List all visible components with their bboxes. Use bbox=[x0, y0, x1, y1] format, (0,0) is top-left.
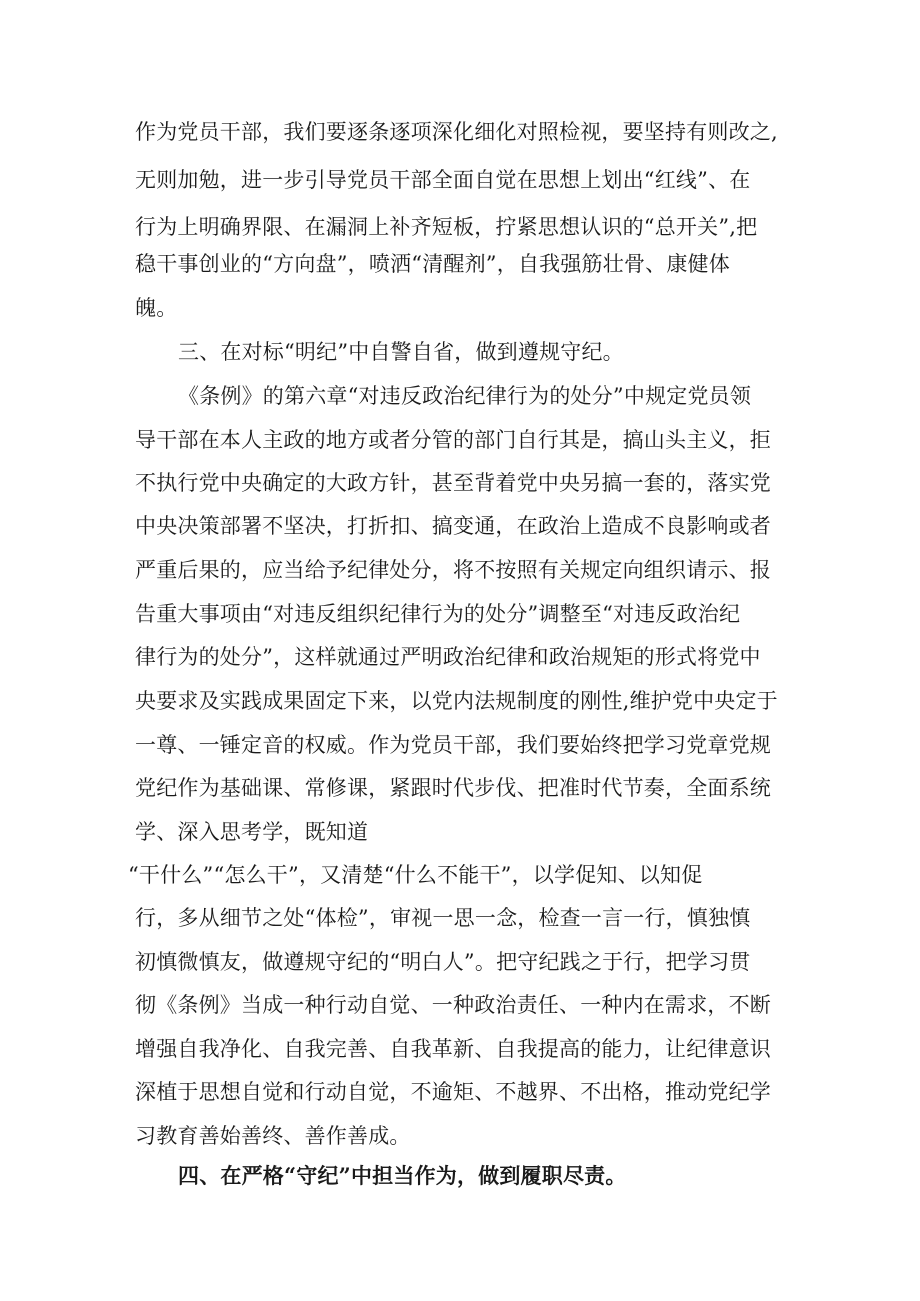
paragraph-2-line-6: 告重大事项由“对违反组织纪律行为的处分”调整至“对违反政治纪 bbox=[135, 602, 741, 626]
section-heading-3: 三、在对标“明纪”中自警自省，做到遵规守纪。 bbox=[178, 340, 624, 364]
paragraph-2-line-15: 彻《条例》当成一种行动自觉、一种政治责任、一种内在需求，不断 bbox=[135, 993, 771, 1017]
paragraph-2-line-2: 导干部在本人主政的地方或者分管的部门自行其是，搞山头主义，拒 bbox=[135, 428, 771, 452]
paragraph-1-line-5: 魄。 bbox=[135, 296, 178, 320]
paragraph-2-line-17: 深植于思想自觉和行动自觉，不逾矩、不越界、不出格，推动党纪学 bbox=[135, 1080, 771, 1104]
paragraph-1-line-3: 行为上明确界限、在漏洞上补齐短板，拧紧思想认识的“总开关”,把 bbox=[135, 215, 758, 239]
section-heading-4: 四、在严格“守纪”中担当作为，做到履职尽责。 bbox=[178, 1163, 627, 1188]
paragraph-2-line-16: 增强自我净化、自我完善、自我革新、自我提高的能力，让纪律意识 bbox=[135, 1037, 771, 1061]
paragraph-2-line-9: 一尊、一锤定音的权威。作为党员干部，我们要始终把学习党章党规 bbox=[135, 733, 771, 757]
paragraph-2-line-8: 央要求及实践成果固定下来，以党内法规制度的刚性,维护党中央定于 bbox=[135, 689, 778, 713]
paragraph-2-line-4: 中央决策部署不坚决，打折扣、搞变通，在政治上造成不良影响或者 bbox=[135, 514, 771, 538]
paragraph-2-line-18: 习教育善始善终、善作善成。 bbox=[135, 1124, 411, 1148]
paragraph-2-line-7: 律行为的处分”，这样就通过严明政治纪律和政治规矩的形式将党中 bbox=[135, 645, 761, 669]
paragraph-2-line-13: 行，多从细节之处“体检”，审视一思一念，检查一言一行，慎独慎 bbox=[135, 906, 751, 930]
paragraph-1-line-4: 稳干事创业的“方向盘”，喷洒“清醒剂”，自我强筋壮骨、康健体 bbox=[135, 252, 730, 276]
paragraph-2-line-12: “干什么”“怎么干”，又清楚“什么不能干”，以学促知、以知促 bbox=[128, 863, 703, 887]
paragraph-1-line-2: 无则加勉，进一步引导党员干部全面自觉在思想上划出“红线”、在 bbox=[135, 168, 751, 192]
paragraph-2-line-5: 严重后果的，应当给予纪律处分，将不按照有关规定向组织请示、报 bbox=[135, 558, 771, 582]
paragraph-2-line-14: 初慎微慎友，做遵规守纪的“明白人”。把守纪践之于行，把学习贯 bbox=[135, 950, 751, 974]
paragraph-2-line-3: 不执行党中央确定的大政方针，甚至背着党中央另搞一套的，落实党 bbox=[135, 471, 771, 495]
paragraph-1-line-1: 作为党员干部，我们要逐条逐项深化细化对照检视，要坚持有则改之, bbox=[135, 120, 778, 144]
paragraph-2-line-1: 《条例》的第六章“对违反政治纪律行为的处分”中规定党员领 bbox=[178, 384, 752, 408]
paragraph-2-line-10: 党纪作为基础课、常修课，紧跟时代步伐、把准时代节奏，全面系统 bbox=[135, 776, 771, 800]
paragraph-2-line-11: 学、深入思考学，既知道 bbox=[135, 820, 369, 844]
